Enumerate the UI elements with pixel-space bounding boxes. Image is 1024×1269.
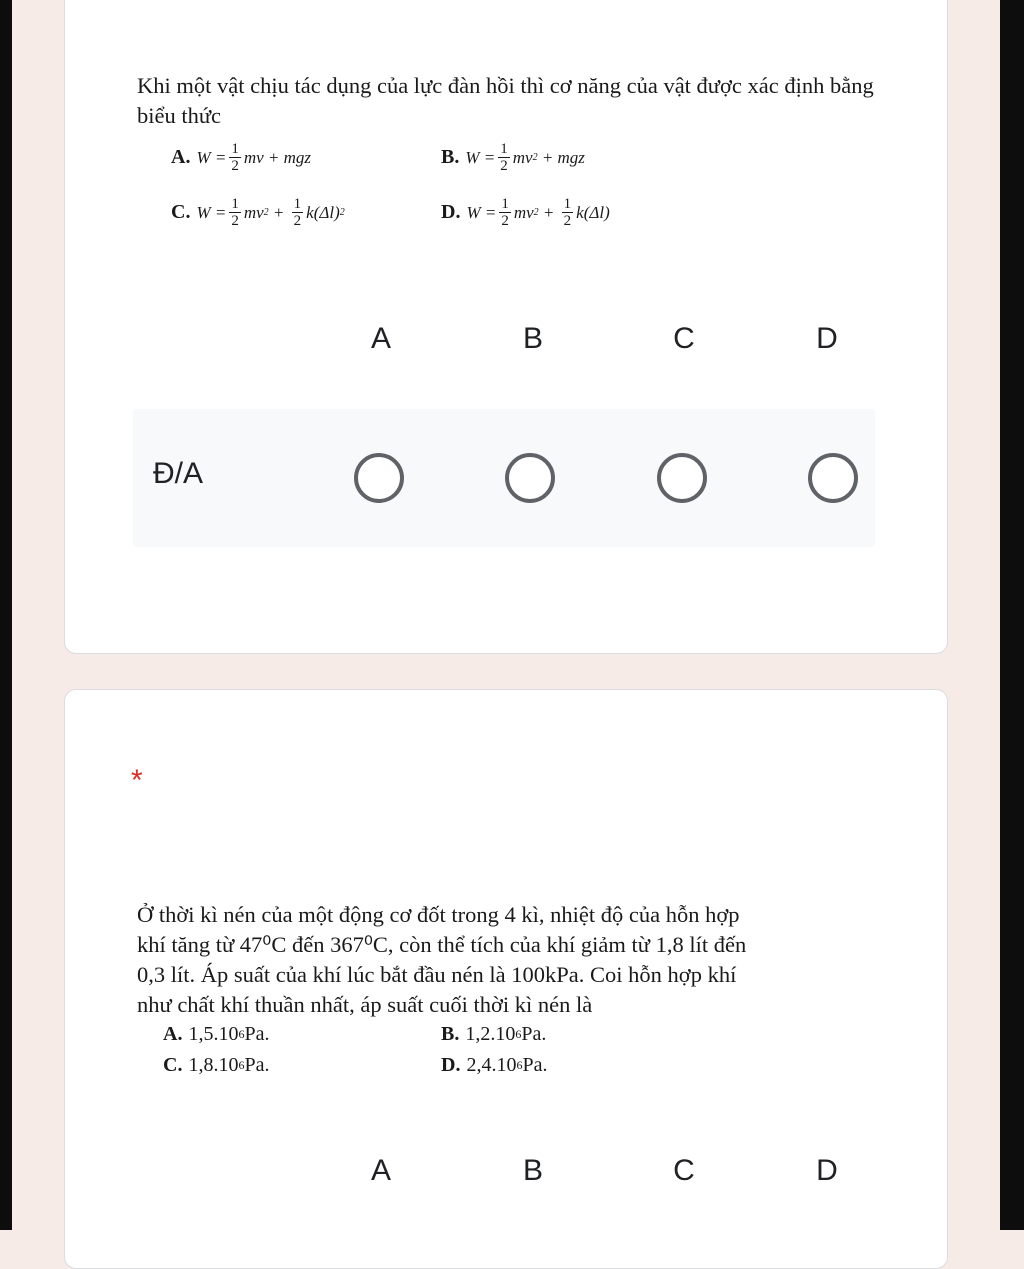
option-letter: C. [171, 201, 191, 223]
option-c [163, 1054, 269, 1077]
question-2-line: như chất khí thuần nhất, áp suất cuối thời kì nén là [137, 992, 593, 1017]
option-b [441, 141, 585, 174]
question-2-text [137, 900, 897, 1020]
formula-post: mv [513, 202, 534, 222]
option-a [163, 1023, 269, 1046]
option-a [171, 141, 311, 174]
column-header-c: C [673, 1154, 695, 1187]
option-value: 1,2.10 [465, 1023, 516, 1045]
question-card-1 [64, 0, 948, 654]
option-letter: C. [163, 1054, 183, 1076]
option-letter: A. [171, 146, 191, 168]
option-d [441, 1054, 547, 1077]
formula-sup: 2 [533, 207, 539, 218]
fraction [498, 141, 510, 174]
row-label: Đ/A [153, 457, 204, 490]
question-1-text: Khi một vật chịu tác dụng của lực đàn hồi thì cơ năng của vật được xác định bằng biểu thức [137, 73, 874, 128]
radio-option-d[interactable] [808, 453, 858, 503]
option-unit: Pa. [521, 1023, 547, 1045]
formula-pre: W = [466, 202, 497, 222]
formula-post2: + mgz [537, 147, 585, 167]
question-2-line: Ở thời kì nén của một động cơ đốt trong 4 kì, nhiệt độ của hỗn hợp [137, 902, 740, 927]
question-card-2 [64, 689, 948, 1269]
option-letter: D. [441, 201, 461, 223]
option-d [441, 196, 610, 229]
fraction-den: 2 [563, 213, 572, 229]
required-asterisk: * [131, 764, 143, 797]
option-c [171, 196, 345, 229]
radio-option-c[interactable] [657, 453, 707, 503]
option-sup: 6 [238, 1058, 245, 1072]
formula-post: mv + mgz [243, 147, 312, 167]
answer-grid-row [133, 409, 875, 547]
fraction-den: 2 [500, 158, 508, 174]
option-letter: D. [441, 1054, 461, 1076]
radio-option-b[interactable] [505, 453, 555, 503]
fraction-num: 1 [231, 196, 239, 212]
column-header-d: D [816, 1154, 838, 1187]
fraction-num: 1 [501, 196, 509, 212]
formula-pre: W = [465, 147, 496, 167]
question-2-line: khí tăng từ 47⁰C đến 367⁰C, còn thể tích của khí giảm từ 1,8 lít đến [137, 932, 747, 957]
fraction-den: 2 [231, 158, 239, 174]
column-header-a: A [370, 1154, 391, 1187]
option-sup: 6 [238, 1027, 245, 1041]
option-unit: Pa. [522, 1054, 548, 1076]
option-value: 1,8.10 [188, 1054, 239, 1076]
fraction [499, 196, 511, 229]
column-header-a: A [370, 322, 391, 355]
fraction-num: 1 [500, 141, 508, 157]
formula-post: mv [243, 202, 264, 222]
fraction-2 [292, 196, 304, 229]
screen-edge-left [0, 0, 12, 1230]
formula-pre: W = [196, 147, 227, 167]
option-sup: 6 [516, 1058, 523, 1072]
formula-sup: 2 [263, 207, 269, 218]
fraction-den: 2 [293, 213, 302, 229]
fraction-2 [562, 196, 574, 229]
option-letter: B. [441, 1023, 460, 1045]
column-header-d: D [816, 322, 838, 355]
fraction-num: 1 [231, 141, 239, 157]
column-header-b: B [522, 322, 543, 355]
column-header-c: C [673, 322, 695, 355]
option-letter: A. [163, 1023, 183, 1045]
fraction-num: 1 [293, 196, 302, 212]
option-unit: Pa. [244, 1054, 270, 1076]
screen-edge-right [1000, 0, 1024, 1230]
fraction-num: 1 [563, 196, 572, 212]
question-2-line: 0,3 lít. Áp suất của khí lúc bắt đầu nén là 100kPa. Coi hỗn hợp khí [137, 962, 737, 987]
formula-sup-3: 2 [339, 207, 345, 218]
option-value: 2,4.10 [466, 1054, 517, 1076]
option-unit: Pa. [244, 1023, 270, 1045]
option-sup: 6 [515, 1027, 522, 1041]
option-letter: B. [441, 146, 460, 168]
formula-post2: + [538, 202, 559, 222]
option-value: 1,5.10 [188, 1023, 239, 1045]
fraction-den: 2 [501, 213, 509, 229]
fraction [229, 196, 241, 229]
column-header-b: B [522, 1154, 543, 1187]
formula-post: mv [512, 147, 533, 167]
formula-sup: 2 [532, 152, 538, 163]
option-b [441, 1023, 546, 1046]
fraction [229, 141, 241, 174]
formula-post2: + [268, 202, 289, 222]
formula-pre: W = [196, 202, 227, 222]
fraction-den: 2 [231, 213, 239, 229]
formula-post3: k(Δl) [576, 202, 610, 222]
radio-option-a[interactable] [354, 453, 404, 503]
formula-post3: k(Δl) [306, 202, 340, 222]
